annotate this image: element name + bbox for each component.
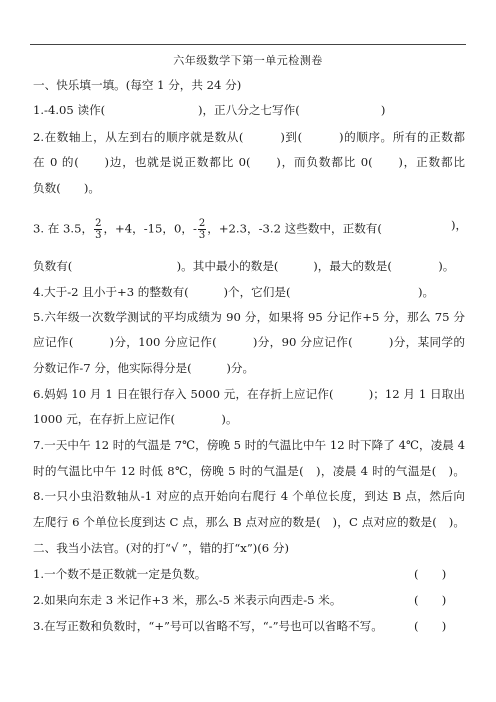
question-3-line2: 负数有( )。其中最小的数是( )，最大的数是( )。	[33, 259, 455, 273]
fraction-denominator: 3	[95, 230, 102, 241]
question-6-line2: 1000 元，在存折上应记作( )。	[33, 412, 238, 426]
question-8-line2: 左爬行 6 个单位长度到达 C 点，那么 B 点对应的数是( )，C 点对应的数是( )。	[33, 515, 465, 529]
question-4: 4.大于-2 且小于+3 的整数有( )个，它们是( )。	[33, 285, 435, 299]
section2-heading: 二、我当小法官。(对的打“√ ”，错的打“x”)(6 分)	[33, 541, 289, 555]
question-8-line1: 8.一只小虫沿数轴从-1 对应的点开始向右爬行 4 个单位长度，到达 B 点，然后向	[33, 489, 465, 503]
question-5-line2: 应记作( )分，100 分应记作( )分，90 分应记作( )分，某同学的	[33, 335, 465, 349]
judge-item-3: 3.在写正数和负数时，“+”号可以省略不写，“-”号也可以省略不写。	[33, 619, 383, 633]
q3-text-4: )，	[451, 218, 468, 232]
q3-fraction-a	[94, 218, 102, 241]
question-7-line1: 7.一天中午 12 时的气温是 7℃，傍晚 5 时的气温比中午 12 时下降了 4℃，凌晨 4	[33, 438, 465, 452]
judge-item-2: 2.如果向东走 3 米记作+3 米，那么-5 米表示向西走-5 米。	[33, 593, 342, 607]
fraction-numerator: 2	[198, 218, 206, 229]
question-2-line3: 负数( )。	[33, 181, 101, 195]
question-6-line1: 6.妈妈 10 月 1 日在银行存入 5000 元，在存折上应记作( )；12 月 1 日取出	[33, 387, 465, 401]
question-2-line1: 2.在数轴上，从左到右的顺序就是数从( )到( )的顺序。所有的正数都	[33, 130, 465, 144]
judge-item-1: 1.一个数不是正数就一定是负数。	[33, 567, 207, 581]
question-2-line2: 在 0 的( )边，也就是说正数都比 0( )，而负数都比 0( )，正数都比	[33, 155, 465, 169]
fraction-numerator: 2	[95, 218, 102, 229]
page-title: 六年级数学下第一单元检测卷	[173, 54, 323, 67]
question-5-line1: 5.六年级一次数学测试的平均成绩为 90 分，如果将 95 分记作+5 分，那么 75 分	[33, 310, 465, 324]
judge-answer-2: ( )	[414, 593, 447, 607]
question-3-line1	[33, 218, 468, 241]
q3-text-1: 3. 在 3.5，	[33, 221, 94, 236]
q3-text-2: ，+4，-15，0，-	[103, 221, 197, 236]
section1-heading: 一、快乐填一填。(每空 1 分，共 24 分)	[33, 78, 242, 92]
header-rule	[30, 44, 466, 45]
judge-answer-3: ( )	[414, 619, 447, 633]
question-1: 1.-4.05 读作( )，正八分之七写作( )	[33, 103, 386, 117]
question-7-line2: 时的气温比中午 12 时低 8℃，傍晚 5 时的气温是( )，凌晨 4 时的气温是( )。	[33, 464, 465, 478]
question-5-line3: 分数记作-7 分，他实际得分是( )分。	[33, 361, 255, 375]
fraction-denominator: 3	[198, 230, 206, 241]
judge-answer-1: ( )	[414, 567, 447, 581]
q3-fraction-b	[198, 218, 206, 241]
q3-text-3: ，+2.3，-3.2 这些数中，正数有(	[207, 221, 382, 236]
